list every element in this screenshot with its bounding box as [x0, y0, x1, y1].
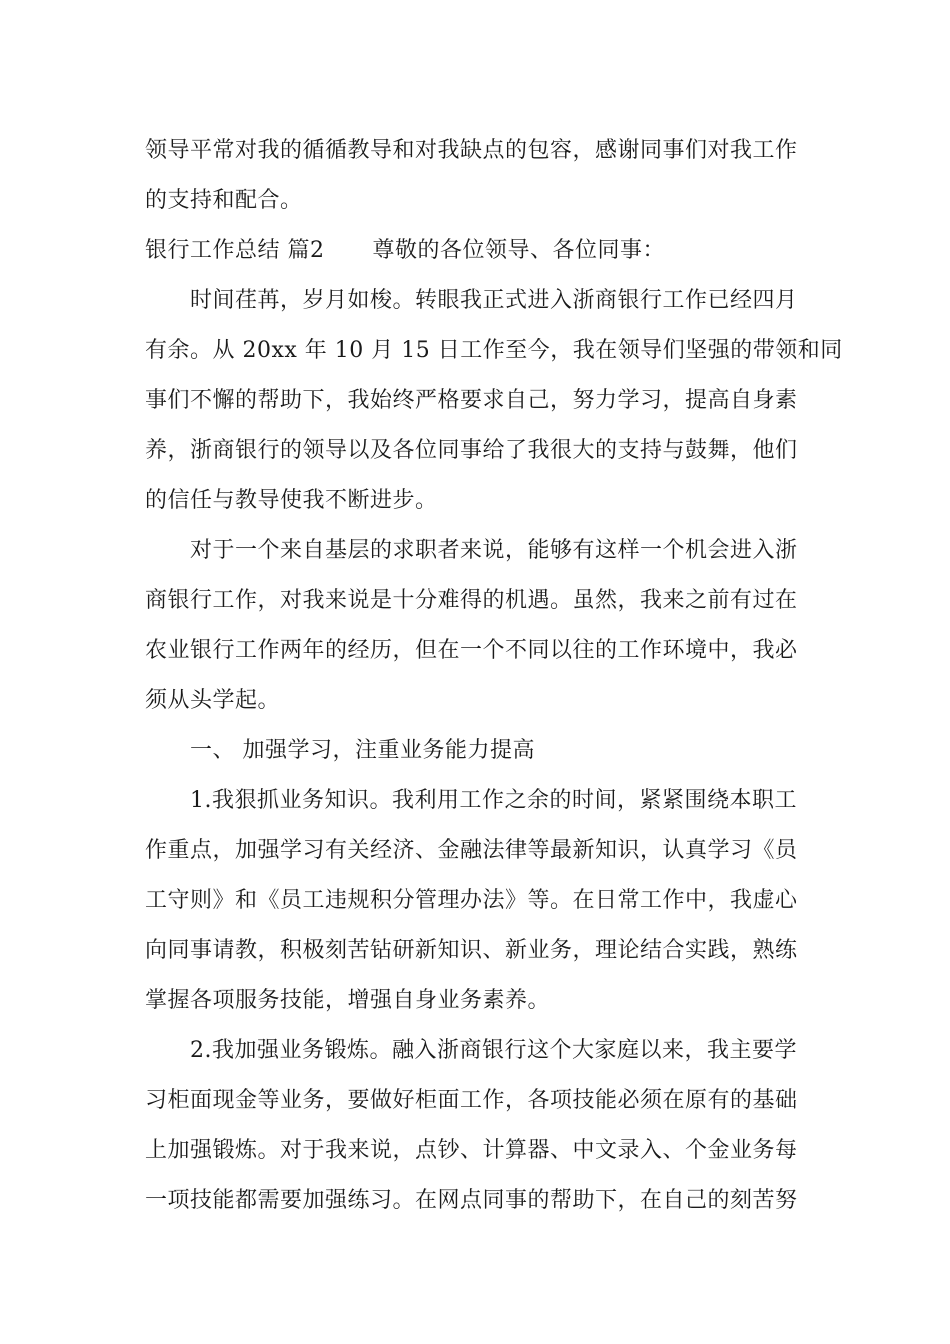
paragraph-line: 1.我狠抓业务知识。我利用工作之余的时间，紧紧围绕本职工 [190, 788, 797, 813]
paragraph-line: 对于一个来自基层的求职者来说，能够有这样一个机会进入浙 [190, 538, 798, 563]
section-heading-line [145, 236, 665, 266]
paragraph-line: 作重点，加强学习有关经济、金融法律等最新知识，认真学习《员 [145, 838, 798, 863]
paragraph-line: 工守则》和《员工违规积分管理办法》等。在日常工作中，我虚心 [145, 888, 798, 913]
paragraph-line: 商银行工作，对我来说是十分难得的机遇。虽然，我来之前有过在 [145, 588, 798, 613]
paragraph-line: 养，浙商银行的领导以及各位同事给了我很大的支持与鼓舞，他们 [145, 438, 798, 463]
paragraph-line: 习柜面现金等业务，要做好柜面工作，各项技能必须在原有的基础 [145, 1088, 798, 1113]
paragraph-line: 有余。从 20xx 年 10 月 15 日工作至今，我在领导们坚强的带领和同 [145, 338, 843, 363]
section-title: 银行工作总结 篇2 [145, 238, 325, 263]
paragraph-line: 须从头学起。 [145, 688, 281, 713]
paragraph-line: 领导平常对我的循循教导和对我缺点的包容，感谢同事们对我工作 [145, 138, 798, 163]
paragraph-line: 农业银行工作两年的经历，但在一个不同以往的工作环境中，我必 [145, 638, 798, 663]
paragraph-line: 的信任与教导使我不断进步。 [145, 488, 438, 513]
paragraph-line: 向同事请教，积极刻苦钻研新知识、新业务，理论结合实践，熟练 [145, 938, 798, 963]
paragraph-line: 时间荏苒，岁月如梭。转眼我正式进入浙商银行工作已经四月 [190, 288, 798, 313]
greeting: 尊敬的各位领导、各位同事： [372, 238, 666, 263]
paragraph-line: 2.我加强业务锻炼。融入浙商银行这个大家庭以来，我主要学 [190, 1038, 797, 1063]
paragraph-line: 事们不懈的帮助下，我始终严格要求自己，努力学习，提高自身素 [145, 388, 798, 413]
paragraph-line: 一项技能都需要加强练习。在网点同事的帮助下，在自己的刻苦努 [145, 1188, 798, 1213]
paragraph-line: 掌握各项服务技能，增强自身业务素养。 [145, 988, 551, 1013]
paragraph-line: 的支持和配合。 [145, 188, 303, 213]
paragraph-line: 上加强锻炼。对于我来说，点钞、计算器、中文录入、个金业务每 [145, 1138, 798, 1163]
subsection-heading: 一、 加强学习，注重业务能力提高 [190, 738, 535, 763]
